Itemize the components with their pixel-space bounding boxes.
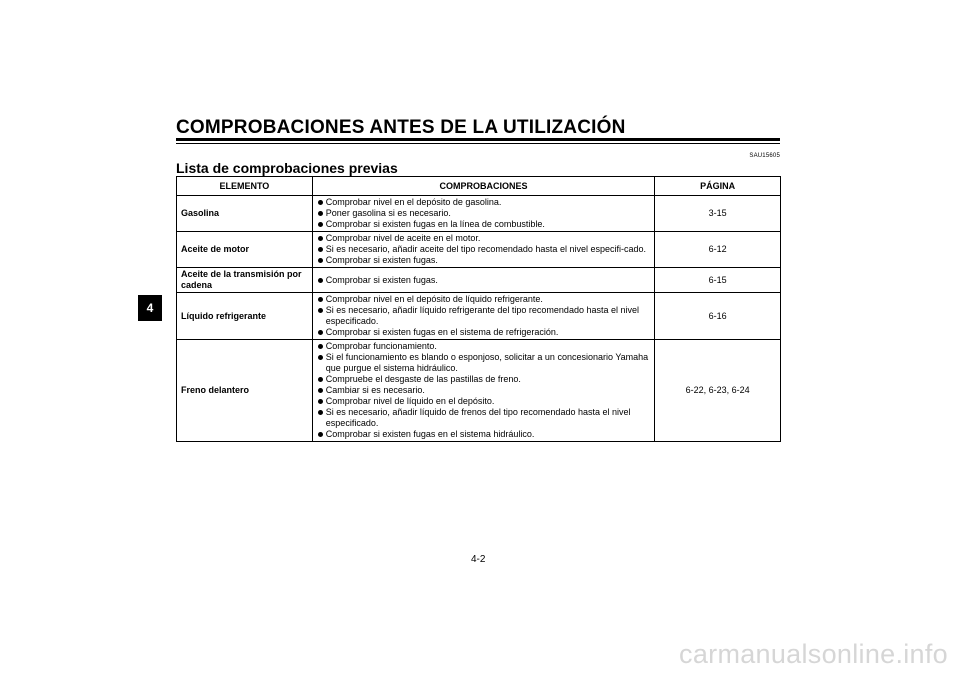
check-item: Comprobar si existen fugas en el sistema de refrigeración. — [317, 327, 650, 338]
check-item: Comprobar si existen fugas en la línea de combustible. — [317, 219, 650, 230]
check-item: Compruebe el desgaste de las pastillas de freno. — [317, 374, 650, 385]
checks-list — [317, 341, 650, 440]
title-rule — [176, 138, 780, 141]
page-number: 4-2 — [471, 554, 486, 565]
page-ref-cell: 3-15 — [655, 196, 781, 232]
checks-list — [317, 233, 650, 266]
check-item: Comprobar si existen fugas. — [317, 255, 650, 266]
checks-list — [317, 294, 650, 338]
check-item: Comprobar nivel de aceite en el motor. — [317, 233, 650, 244]
check-item: Comprobar nivel en el depósito de gasolina. — [317, 197, 650, 208]
checks-list — [317, 275, 650, 286]
table-row — [177, 196, 781, 232]
title-rule-thin — [176, 143, 780, 144]
page-title: COMPROBACIONES ANTES DE LA UTILIZACIÓN — [176, 117, 626, 138]
checklist-table — [176, 176, 781, 442]
page-ref-cell: 6-15 — [655, 268, 781, 293]
column-header-pagina: PÁGINA — [655, 177, 781, 196]
checks-cell — [312, 232, 654, 268]
element-cell: Aceite de motor — [177, 232, 313, 268]
page-ref-cell: 6-16 — [655, 293, 781, 340]
watermark: carmanualsonline.info — [679, 639, 948, 669]
element-cell: Aceite de la transmisión por cadena — [177, 268, 313, 293]
checks-cell — [312, 196, 654, 232]
check-item: Comprobar si existen fugas. — [317, 275, 650, 286]
check-item: Si es necesario, añadir aceite del tipo recomendado hasta el nivel especifi-cado. — [317, 244, 650, 255]
check-item: Si es necesario, añadir líquido de frenos del tipo recomendado hasta el nivel especificado. — [317, 407, 650, 429]
check-item: Si el funcionamiento es blando o esponjoso, solicitar a un concesionario Yamaha que purgue el sistema hidráulico. — [317, 352, 650, 374]
checks-cell — [312, 340, 654, 442]
check-item: Si es necesario, añadir líquido refrigerante del tipo recomendado hasta el nivel especificado. — [317, 305, 650, 327]
column-header-elemento: ELEMENTO — [177, 177, 313, 196]
section-title: Lista de comprobaciones previas — [176, 160, 398, 176]
check-item: Comprobar si existen fugas en el sistema hidráulico. — [317, 429, 650, 440]
element-cell: Líquido refrigerante — [177, 293, 313, 340]
checks-cell — [312, 293, 654, 340]
table-row — [177, 232, 781, 268]
page-ref-cell: 6-12 — [655, 232, 781, 268]
check-item: Poner gasolina si es necesario. — [317, 208, 650, 219]
section-code: SAU15605 — [749, 153, 780, 159]
page-ref-cell: 6-22, 6-23, 6-24 — [655, 340, 781, 442]
element-cell: Gasolina — [177, 196, 313, 232]
chapter-tab: 4 — [138, 295, 162, 321]
table-row — [177, 293, 781, 340]
checks-list — [317, 197, 650, 230]
table-row — [177, 268, 781, 293]
element-cell: Freno delantero — [177, 340, 313, 442]
check-item: Comprobar nivel de líquido en el depósito. — [317, 396, 650, 407]
check-item: Comprobar nivel en el depósito de líquido refrigerante. — [317, 294, 650, 305]
checks-cell — [312, 268, 654, 293]
table-row — [177, 340, 781, 442]
check-item: Comprobar funcionamiento. — [317, 341, 650, 352]
check-item: Cambiar si es necesario. — [317, 385, 650, 396]
column-header-comprobaciones: COMPROBACIONES — [312, 177, 654, 196]
table-header-row — [177, 177, 781, 196]
